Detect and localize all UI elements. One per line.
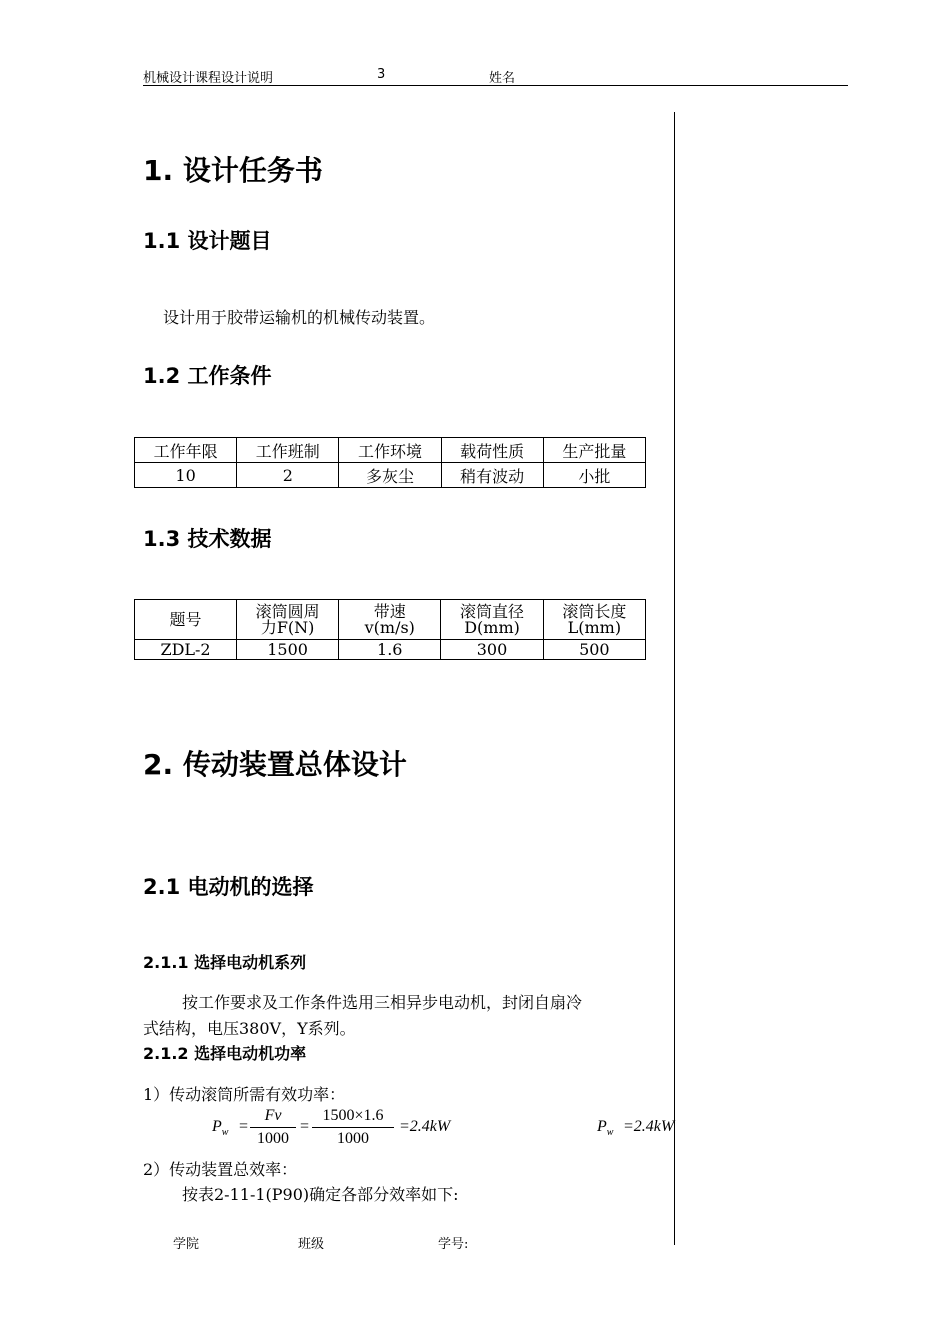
table-cell: 500 (543, 640, 645, 660)
table-header-cell (135, 600, 237, 640)
margin-divider (674, 112, 675, 1245)
formula-denominator-1: 1000 (257, 1130, 289, 1147)
table-row (135, 640, 646, 660)
table-cell: 1500 (237, 640, 339, 660)
header-line: 滚筒直径 (460, 601, 525, 621)
table-header-row (135, 600, 646, 640)
table-header-cell (237, 600, 339, 640)
formula-result: =2.4kW (399, 1118, 451, 1135)
table-cell: 10 (135, 463, 237, 488)
table-cell: ZDL-2 (135, 640, 237, 660)
footer-class-label: 班级 (298, 1237, 325, 1252)
power-item-1: 1）传动滚筒所需有效功率： (143, 1085, 346, 1104)
table-header-cell: 工作班制 (237, 438, 339, 463)
power-item-2: 2）传动装置总效率： (143, 1160, 298, 1179)
margin-note-lhs: $P_w$ (597, 1118, 614, 1138)
work-conditions-table (134, 437, 646, 488)
header-page-number: 3 (377, 67, 386, 82)
header-name-label: 姓名 (489, 71, 516, 86)
technical-data-table (134, 599, 646, 660)
header-title: 机械设计课程设计说明 (143, 71, 274, 86)
table-header-cell (339, 600, 441, 640)
section-1-2-title: 1.2 工作条件 (143, 364, 272, 388)
section-2-title: 2. 传动装置总体设计 (143, 748, 407, 781)
formula-denominator-2: 1000 (337, 1130, 369, 1147)
header-line: 带速 (373, 601, 406, 621)
table-row (135, 463, 646, 488)
header-line: 题号 (169, 609, 202, 629)
formula-equals-1: = (239, 1118, 249, 1135)
margin-note-result: =2.4kW (623, 1118, 675, 1135)
table-cell: 1.6 (339, 640, 441, 660)
section-2-1-1-line2: 式结构，电压380V，Y系列。 (143, 1019, 356, 1038)
header-line: 滚筒长度 (562, 601, 627, 621)
formula-lhs: $P_w$ (212, 1118, 229, 1138)
table-cell: 稍有波动 (441, 463, 543, 488)
footer-student-id-label: 学号: (438, 1237, 469, 1252)
table-header-row (135, 438, 646, 463)
section-2-1-title: 2.1 电动机的选择 (143, 875, 314, 899)
formula-numerator-1: Fv (264, 1107, 282, 1124)
section-1-title: 1. 设计任务书 (143, 154, 323, 187)
power-item-2-text: 按表2-11-1(P90)确定各部分效率如下: (182, 1185, 459, 1204)
formula-numerator-2: 1500×1.6 (322, 1107, 384, 1124)
section-1-3-title: 1.3 技术数据 (143, 527, 272, 551)
section-2-1-1-title: 2.1.1 选择电动机系列 (143, 953, 307, 972)
formula-equals-2: = (300, 1118, 310, 1135)
header-rule (143, 85, 848, 86)
section-2-1-1-line1: 按工作要求及工作条件选用三相异步电动机，封闭自扇冷 (182, 993, 583, 1012)
table-header-cell (543, 600, 645, 640)
header-line: L(mm) (567, 617, 622, 637)
table-cell: 300 (441, 640, 543, 660)
formula-fraction-bar-2 (312, 1127, 394, 1128)
section-1-1-title: 1.1 设计题目 (143, 229, 272, 253)
section-1-1-text: 设计用于胶带运输机的机械传动装置。 (163, 308, 436, 327)
table-cell: 小批 (543, 463, 645, 488)
section-2-1-2-title: 2.1.2 选择电动机功率 (143, 1044, 307, 1063)
header-line: 滚筒圆周 (255, 601, 320, 621)
header-line: 力F(N) (260, 617, 315, 637)
formula-fraction-bar-1 (250, 1127, 296, 1128)
table-header-cell (441, 600, 543, 640)
table-header-cell: 载荷性质 (441, 438, 543, 463)
footer-college-label: 学院 (173, 1237, 200, 1252)
header-line: D(mm) (464, 617, 520, 637)
table-header-cell: 工作环境 (339, 438, 441, 463)
table-header-cell: 生产批量 (543, 438, 645, 463)
header-line: v(m/s) (364, 617, 415, 637)
table-cell: 2 (237, 463, 339, 488)
table-cell: 多灰尘 (339, 463, 441, 488)
table-header-cell: 工作年限 (135, 438, 237, 463)
